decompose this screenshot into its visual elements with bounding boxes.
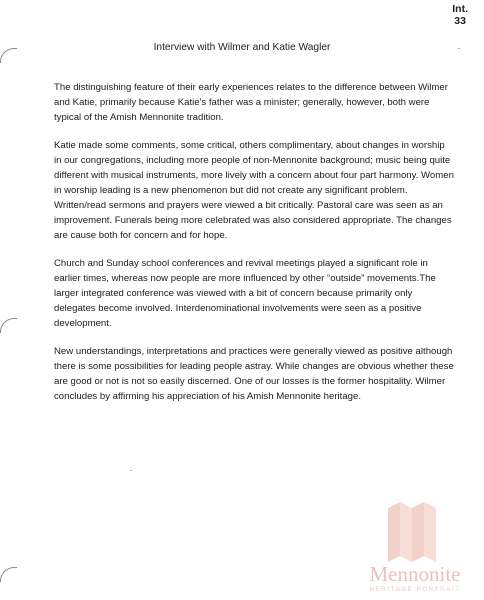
heritage-watermark	[352, 500, 478, 596]
watermark-wordmark: Mennonite	[369, 562, 461, 586]
page-reference-mark	[452, 3, 468, 27]
scan-speck	[130, 470, 132, 471]
watermark-subtitle: HERITAGE PORTRAIT	[369, 586, 461, 593]
document-title: Interview with Wilmer and Katie Wagler	[153, 42, 331, 53]
binder-hole-mark	[0, 318, 17, 333]
paragraph-4: New understandings, interpretations and practices were generally viewed as positive although there is some possibilities for leading people astray. While changes are obvious whether these are good or not is not so easily discerned. One of our losses is the former hospitality. Wilmer concludes by affirming his appreciation of his Amish Mennonite heritage.	[54, 345, 454, 403]
paragraph-2: Katie made some comments, some critical, others complimentary, about changes in worship in our congregations, including more people of non-Mennonite background; music being quite different with musical instruments, more lively with a concern about four part harmony. Women in worship leading is a new phenomenon but did not create any significant problem. Written/read sermons and prayers were viewed a bit critically. Pastoral care was seen as an improvement. Funerals being more celebrated was also considered appropriate. The changes are cause both for concern and for hope.	[54, 139, 454, 242]
paragraph-1: The distinguishing feature of their early experiences relates to the difference between Wilmer and Katie, primarily because Katie's father was a minister; generally, however, both were typical of the Amish Mennonite tradition.	[54, 82, 448, 124]
reference-label: Int.	[452, 3, 468, 15]
document-body	[54, 80, 454, 417]
paragraph-3: Church and Sunday school conferences and revival meetings played a significant role in earlier times, whereas now people are more influenced by other “outside” movements.The larger integrated conference was viewed with a bit of concern because primarily only delegates become involved. Interdenominational involvements were seen as a positive development.	[54, 257, 436, 330]
watermark-logo-icon	[352, 500, 478, 564]
reference-number: 33	[454, 15, 466, 27]
binder-hole-mark	[0, 567, 17, 582]
